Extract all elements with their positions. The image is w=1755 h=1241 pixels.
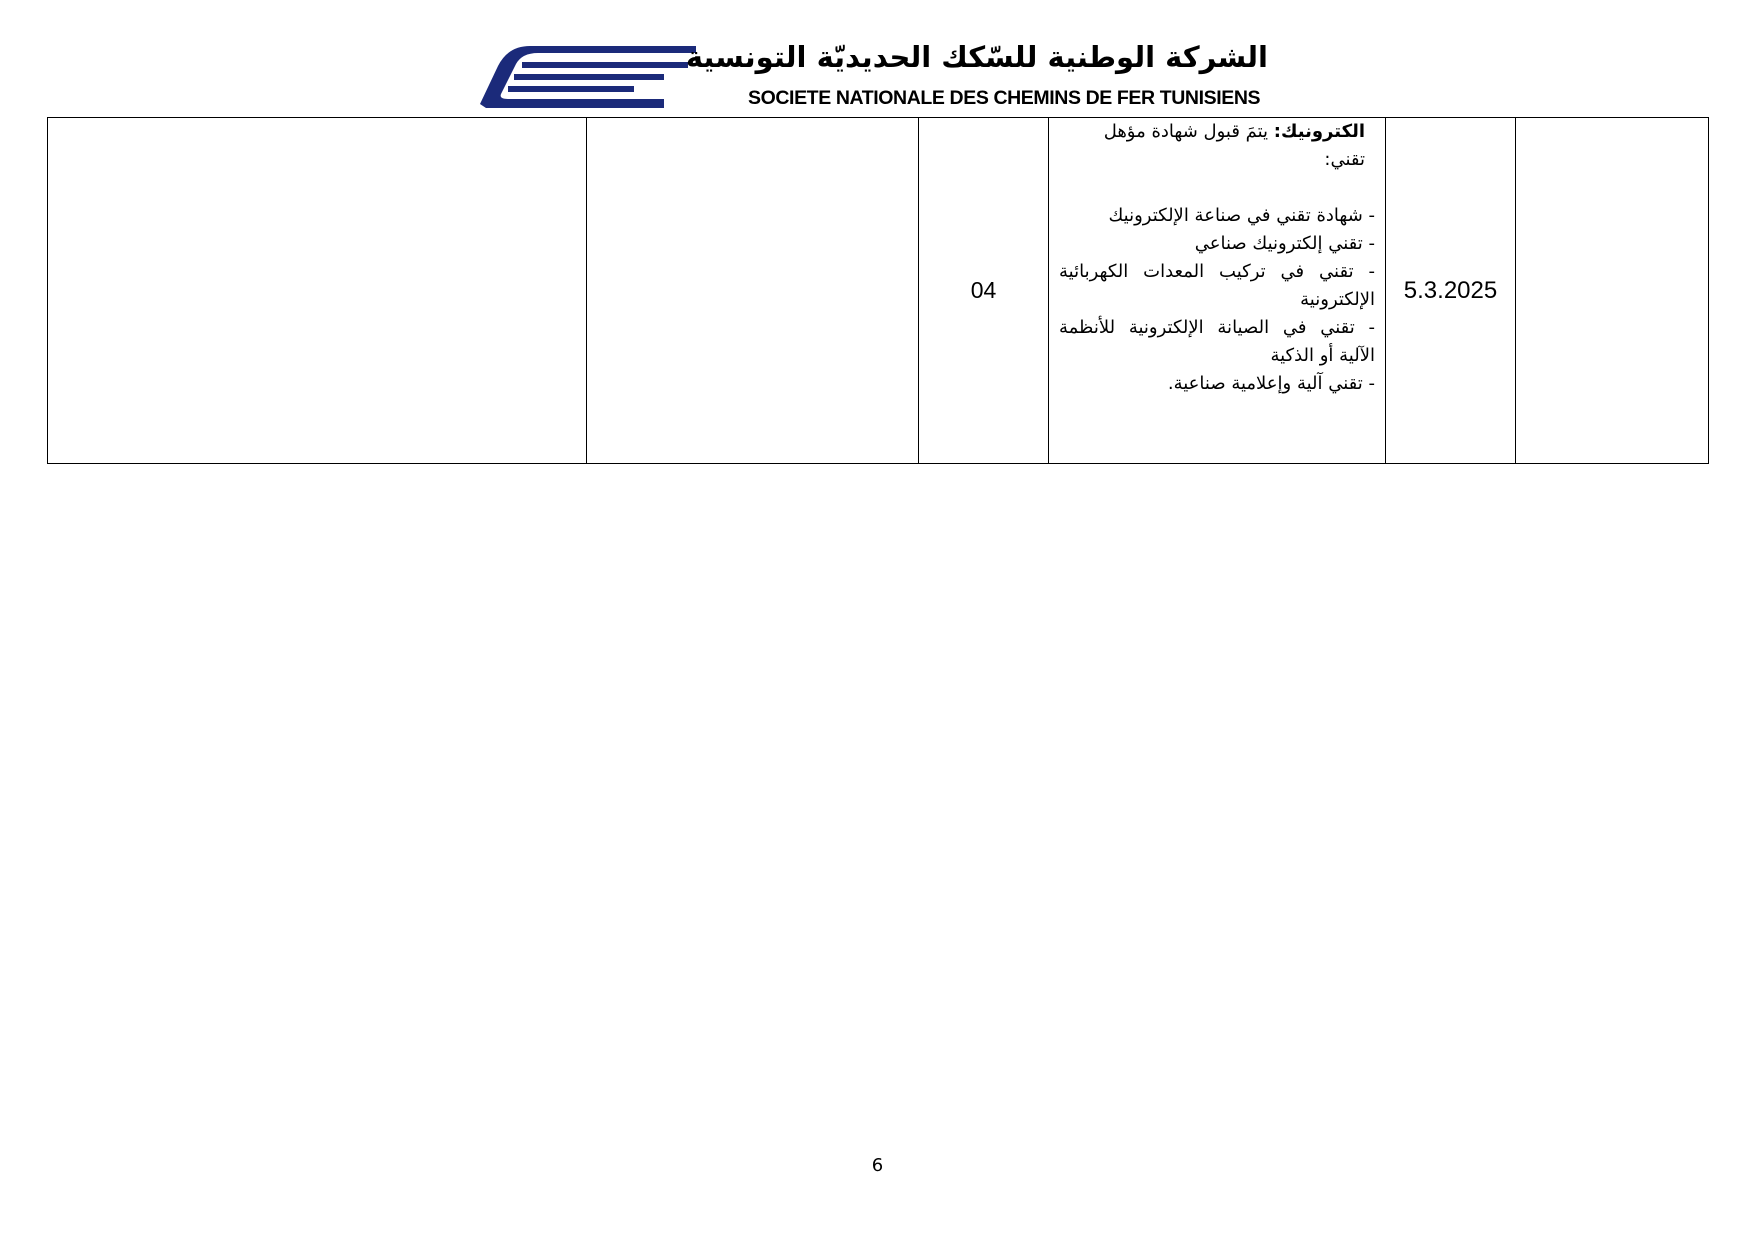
document-header xyxy=(0,0,1755,118)
sncft-logo-icon xyxy=(478,46,696,108)
list-item: - تقني في تركيب المعدات الكهربائية الإلكترونية xyxy=(1059,261,1375,310)
specialty-description xyxy=(1049,118,1386,464)
table-cell-empty-6 xyxy=(1516,118,1709,464)
table-row xyxy=(48,118,1709,464)
page-number: 6 xyxy=(871,1155,884,1176)
list-item: - تقني آلية وإعلامية صناعية. xyxy=(1167,373,1375,394)
specialty-title: الكترونيك: xyxy=(1273,121,1365,142)
list-item: - تقني إلكترونيك صناعي xyxy=(1194,233,1375,254)
table-cell-empty-2 xyxy=(587,118,919,464)
spacer xyxy=(1059,174,1375,202)
company-name-arabic: الشركة الوطنية للسّكك الحديديّة التونسية xyxy=(685,40,1268,74)
recruitment-table xyxy=(47,117,1709,464)
date-cell: 5.3.2025 xyxy=(1386,118,1516,464)
table-cell-empty-1 xyxy=(48,118,587,464)
company-name-french: SOCIETE NATIONALE DES CHEMINS DE FER TUNISIENS xyxy=(748,87,1261,109)
specialty-intro: يتمَ قبول شهادة مؤهل تقني: xyxy=(1103,121,1365,170)
list-item: - شهادة تقني في صناعة الإلكترونيك xyxy=(1108,205,1375,226)
specialty-heading xyxy=(1059,118,1375,174)
accepted-diplomas-list xyxy=(1059,202,1375,398)
list-item: - تقني في الصيانة الإلكترونية للأنظمة الآلية أو الذكية xyxy=(1059,317,1375,366)
positions-count: 04 xyxy=(919,118,1049,464)
